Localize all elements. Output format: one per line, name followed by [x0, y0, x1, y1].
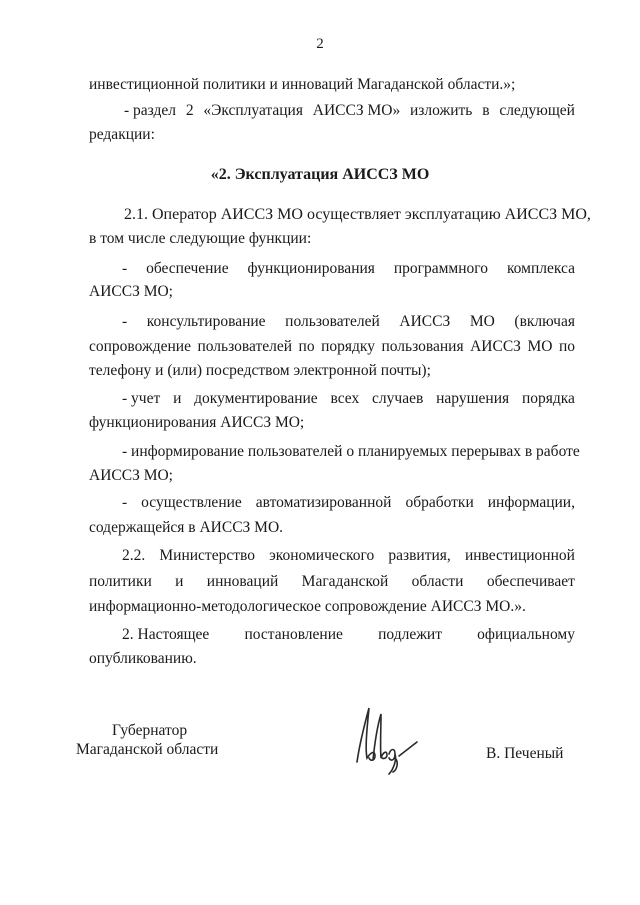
- word: функционирования: [247, 260, 375, 277]
- word: области: [411, 573, 464, 590]
- text-line-5: в том числе следующие функции:: [89, 230, 312, 247]
- word: и: [173, 390, 182, 407]
- word: 2.2.: [122, 547, 146, 564]
- word: программного: [393, 260, 489, 277]
- word: официальному: [477, 626, 575, 643]
- word: - учет: [122, 390, 161, 407]
- word: -: [122, 313, 128, 330]
- word: МО: [469, 313, 495, 330]
- word: комплекса: [506, 260, 575, 277]
- word: политики: [89, 573, 152, 590]
- word: экономического: [269, 547, 375, 564]
- word: автоматизированной: [255, 494, 392, 511]
- text-line-18: [89, 573, 575, 591]
- text-line-12: функционирования АИССЗ МО;: [89, 414, 305, 431]
- handwritten-signature: [345, 700, 435, 780]
- word: случаев: [372, 390, 424, 407]
- text-line-7: АИССЗ МО;: [89, 283, 173, 300]
- text-line-21: опубликованию.: [89, 650, 197, 667]
- word: консультирование: [146, 313, 266, 330]
- word: осуществление: [141, 494, 242, 511]
- word: АИССЗ: [399, 313, 451, 330]
- word: - раздел: [124, 102, 177, 119]
- word: обработки: [405, 494, 474, 511]
- word: документирование: [194, 390, 318, 407]
- word: (включая: [514, 313, 575, 330]
- signatory-position-line-2: Магаданской области: [76, 741, 219, 758]
- word: пользования: [381, 338, 464, 355]
- word: нарушения: [436, 390, 510, 407]
- word: -: [122, 494, 128, 511]
- word: инвестиционной: [464, 547, 575, 564]
- word: пользователей: [197, 338, 293, 355]
- word: МО: [527, 338, 553, 355]
- word: порядку: [321, 338, 375, 355]
- text-line-19: информационно-методологическое сопровождение АИССЗ МО.».: [89, 598, 526, 615]
- word: Магаданской: [301, 573, 389, 590]
- word: -: [122, 260, 128, 277]
- text-line-14: АИССЗ МО;: [89, 467, 173, 484]
- text-line-13: - информирование пользователей о планируемых перерывах в работе: [122, 443, 580, 460]
- word: Министерство: [159, 547, 255, 564]
- text-line-8: [122, 313, 575, 331]
- word: изложить: [410, 102, 473, 119]
- section-heading: «2. Эксплуатация АИССЗ МО: [210, 166, 430, 183]
- word: 2: [185, 102, 194, 119]
- text-line-9: [89, 338, 575, 356]
- text-line-1: инвестиционной политики и инноваций Магаданской области.»;: [89, 76, 516, 93]
- word: по: [558, 338, 575, 355]
- text-line-16: содержащейся в АИССЗ МО.: [89, 519, 284, 536]
- text-line-4: 2.1. Оператор АИССЗ МО осуществляет эксплуатацию АИССЗ МО,: [124, 206, 591, 223]
- word: по: [298, 338, 315, 355]
- word: АИССЗ МО»: [312, 102, 401, 119]
- word: пользователей: [285, 313, 380, 330]
- word: АИССЗ: [470, 338, 521, 355]
- text-line-3: редакции:: [89, 126, 155, 143]
- word: в: [482, 102, 490, 119]
- word: информации,: [487, 494, 575, 511]
- word: обеспечивает: [486, 573, 575, 590]
- word: «Эксплуатация: [203, 102, 303, 119]
- word: сопровождение: [89, 338, 191, 355]
- word: развития,: [388, 547, 451, 564]
- word: постановление: [244, 626, 343, 643]
- text-line-15: [122, 494, 575, 512]
- word: 2. Настоящее: [122, 626, 210, 643]
- word: подлежит: [378, 626, 442, 643]
- signatory-name: В. Печеный: [486, 745, 564, 762]
- word: инноваций: [206, 573, 279, 590]
- signatory-position-line-1: Губернатор: [112, 722, 188, 739]
- word: порядка: [521, 390, 575, 407]
- text-line-20: [122, 626, 575, 644]
- word: и: [175, 573, 184, 590]
- text-line-17: [122, 547, 575, 565]
- word: обеспечение: [146, 260, 229, 277]
- page-number: 2: [316, 36, 324, 52]
- text-line-2: [124, 102, 575, 120]
- word: следующей: [499, 102, 575, 119]
- word: всех: [330, 390, 360, 407]
- text-line-10: телефону и (или) посредством электронной почты);: [89, 362, 431, 379]
- text-line-11: [122, 390, 575, 408]
- text-line-6: [122, 260, 575, 278]
